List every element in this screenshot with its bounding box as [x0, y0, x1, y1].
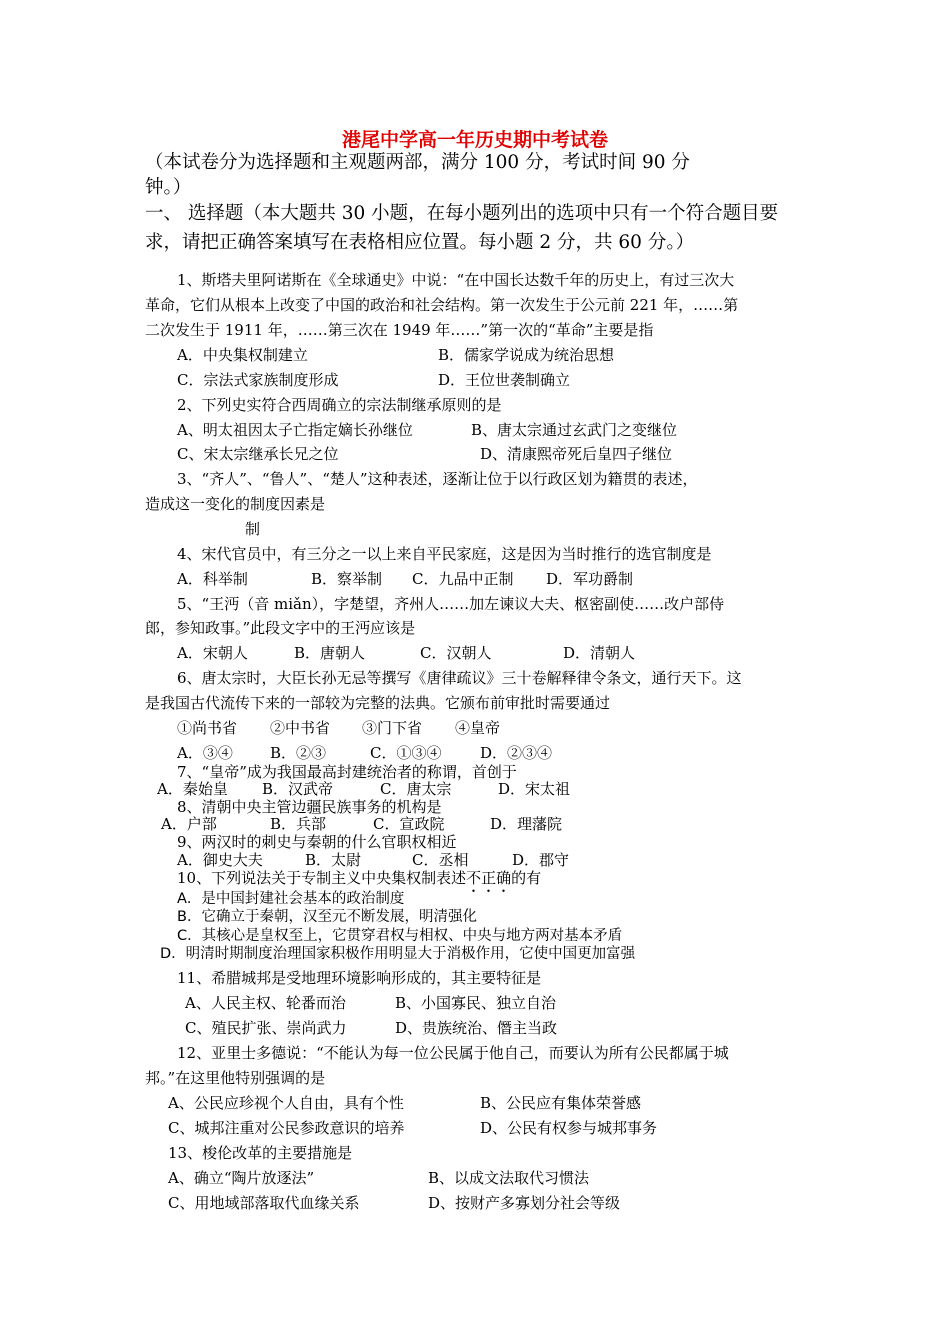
question-11-option-b: B、小国寡民、独立自治 [395, 994, 557, 1012]
question-8-option-b: B．兵部 [270, 815, 327, 833]
question-12-option-d: D、公民有权参与城邦事务 [480, 1119, 658, 1137]
question-1-option-a: A．中央集权制建立 [177, 346, 308, 364]
intro-line-1: （本试卷分为选择题和主观题两部，满分 100 分，考试时间 90 分 [145, 152, 690, 173]
question-6-item-1: ①尚书省 [177, 719, 238, 737]
question-12-option-c: C、城邦注重对公民参政意识的培养 [168, 1119, 405, 1137]
question-11-stem: 11、希腊城邦是受地理环境影响形成的，其主要特征是 [177, 969, 542, 987]
question-10-option-b: B．它确立于秦朝，汉至元不断发展，明清强化 [177, 909, 477, 925]
question-3-line-1: 3、“齐人”、“鲁人”、“楚人”这种表述，逐渐让位于以行政区划为籍贯的表述， [177, 470, 698, 488]
question-7-option-d: D．宋太祖 [498, 780, 571, 798]
question-9-stem: 9、两汉时的刺史与秦朝的什么官职权相近 [177, 833, 457, 851]
question-8-option-d: D．理藩院 [490, 815, 563, 833]
question-13-option-a: A、确立“陶片放逐法” [168, 1169, 315, 1187]
question-7-option-b: B．汉武帝 [262, 780, 334, 798]
question-12-option-a: A、公民应珍视个人自由，具有个性 [168, 1094, 404, 1112]
question-11-option-d: D、贵族统治、僭主当政 [395, 1019, 558, 1037]
question-1-option-c: C．宗法式家族制度形成 [177, 371, 339, 389]
question-6-option-d: D．②③④ [480, 744, 553, 762]
page-title: 港尾中学高一年历史期中考试卷 [341, 129, 608, 151]
question-13-option-d: D、按财产多寡划分社会等级 [428, 1194, 621, 1212]
question-6-line-1: 6、唐太宗时，大臣长孙无忌等撰写《唐律疏议》三十卷解释律令条文，通行天下。这 [177, 669, 742, 687]
question-1-line-1: 1、斯塔夫里阿诺斯在《全球通史》中说：“在中国长达数千年的历史上，有过三次大 [177, 271, 735, 289]
question-12-option-b: B、公民应有集体荣誉感 [480, 1094, 642, 1112]
question-7-stem: 7、“皇帝”成为我国最高封建统治者的称谓，首创于 [177, 763, 517, 781]
question-2-option-b: B、唐太宗通过玄武门之变继位 [471, 421, 678, 439]
question-11-option-c: C、殖民扩张、崇尚武力 [185, 1019, 347, 1037]
question-13-option-b: B、以成文法取代习惯法 [428, 1169, 590, 1187]
question-8-option-a: A．户部 [161, 815, 217, 833]
question-8-stem: 8、清朝中央主管边疆民族事务的机构是 [177, 798, 442, 816]
question-5-option-b: B．唐朝人 [294, 644, 366, 662]
question-13-stem: 13、梭伦改革的主要措施是 [168, 1144, 353, 1162]
question-9-option-b: B．太尉 [305, 851, 362, 869]
question-12-line-2: 邦。”在这里他特别强调的是 [145, 1069, 326, 1087]
question-5-line-2: 郎，参知政事。”此段文字中的王沔应该是 [145, 619, 416, 637]
question-4-option-c: C．九品中正制 [412, 570, 514, 588]
question-6-option-a: A．③④ [177, 744, 233, 762]
question-2-option-c: C、宋太宗继承长兄之位 [177, 445, 339, 463]
question-6-line-2: 是我国古代流传下来的一部较为完整的法典。它颁布前审批时需要通过 [145, 694, 611, 712]
question-5-option-d: D．清朝人 [563, 644, 636, 662]
question-10-stem-post: 的有 [511, 869, 542, 887]
question-1-line-2: 革命，它们从根本上改变了中国的政治和社会结构。第一次发生于公元前 221 年，……第 [145, 296, 739, 314]
question-5-option-c: C．汉朝人 [420, 644, 492, 662]
question-5-option-a: A．宋朝人 [177, 644, 248, 662]
question-7-option-c: C．唐太宗 [380, 780, 452, 798]
question-6-item-4: ④皇帝 [455, 719, 501, 737]
question-8-option-c: C．宣政院 [373, 815, 445, 833]
question-6-item-2: ②中书省 [270, 719, 331, 737]
question-7-option-a: A．秦始皇 [157, 780, 228, 798]
question-4-option-b: B．察举制 [311, 570, 383, 588]
question-9-option-a: A．御史大夫 [177, 851, 263, 869]
intro-line-2: 钟。） [145, 177, 192, 198]
question-6-item-3: ③门下省 [362, 719, 423, 737]
question-9-option-c: C．丞相 [412, 851, 469, 869]
question-11-option-a: A、人民主权、轮番而治 [185, 994, 346, 1012]
question-10-option-d: D．明清时期制度治理国家积极作用明显大于消极作用，它使中国更加富强 [160, 946, 636, 962]
question-3-line-3: 制 [245, 520, 261, 538]
question-2-option-d: D、清康熙帝死后皇四子继位 [480, 445, 673, 463]
question-10-option-a: A．是中国封建社会基本的政治制度 [177, 891, 405, 907]
question-13-option-c: C、用地域部落取代血缘关系 [168, 1194, 360, 1212]
question-12-line-1: 12、亚里士多德说：“不能认为每一位公民属于他自己，而要认为所有公民都属于城 [177, 1044, 729, 1062]
question-1-option-d: D．王位世袭制确立 [438, 371, 571, 389]
question-9-option-d: D．郡守 [512, 851, 570, 869]
section-heading-line-2: 求，请把正确答案填写在表格相应位置。每小题 2 分，共 60 分。） [145, 232, 695, 253]
question-2-stem: 2、下列史实符合西周确立的宗法制继承原则的是 [177, 396, 502, 414]
question-5-line-1: 5、“王沔（音 miǎn），字楚望，齐州人……加左谏议大夫、枢密副使……改户部侍 [177, 595, 725, 613]
question-10-stem-pre: 10、下列说法关于专制主义中央集权制表述 [177, 869, 467, 887]
question-1-line-3: 二次发生于 1911 年，……第三次在 1949 年……”第一次的“革命”主要是指 [145, 321, 654, 339]
question-4-option-a: A．科举制 [177, 570, 248, 588]
question-4-stem: 4、宋代官员中，有三分之一以上来自平民家庭，这是因为当时推行的选官制度是 [177, 545, 712, 563]
question-1-option-b: B．儒家学说成为统治思想 [438, 346, 615, 364]
question-4-option-d: D．军功爵制 [546, 570, 634, 588]
question-6-option-c: C．①③④ [370, 744, 442, 762]
question-2-option-a: A、明太祖因太子亡指定嫡长孙继位 [177, 421, 413, 439]
question-10-emphasis-text: 不正确 [466, 869, 512, 887]
section-heading-line-1: 一、 选择题（本大题共 30 小题，在每小题列出的选项中只有一个符合题目要 [145, 203, 779, 224]
question-10-stem-emphasis [466, 869, 511, 887]
question-6-option-b: B．②③ [270, 744, 327, 762]
question-3-line-2: 造成这一变化的制度因素是 [145, 495, 326, 513]
question-10-option-c: C．其核心是皇权至上，它贯穿君权与相权、中央与地方两对基本矛盾 [177, 928, 623, 944]
